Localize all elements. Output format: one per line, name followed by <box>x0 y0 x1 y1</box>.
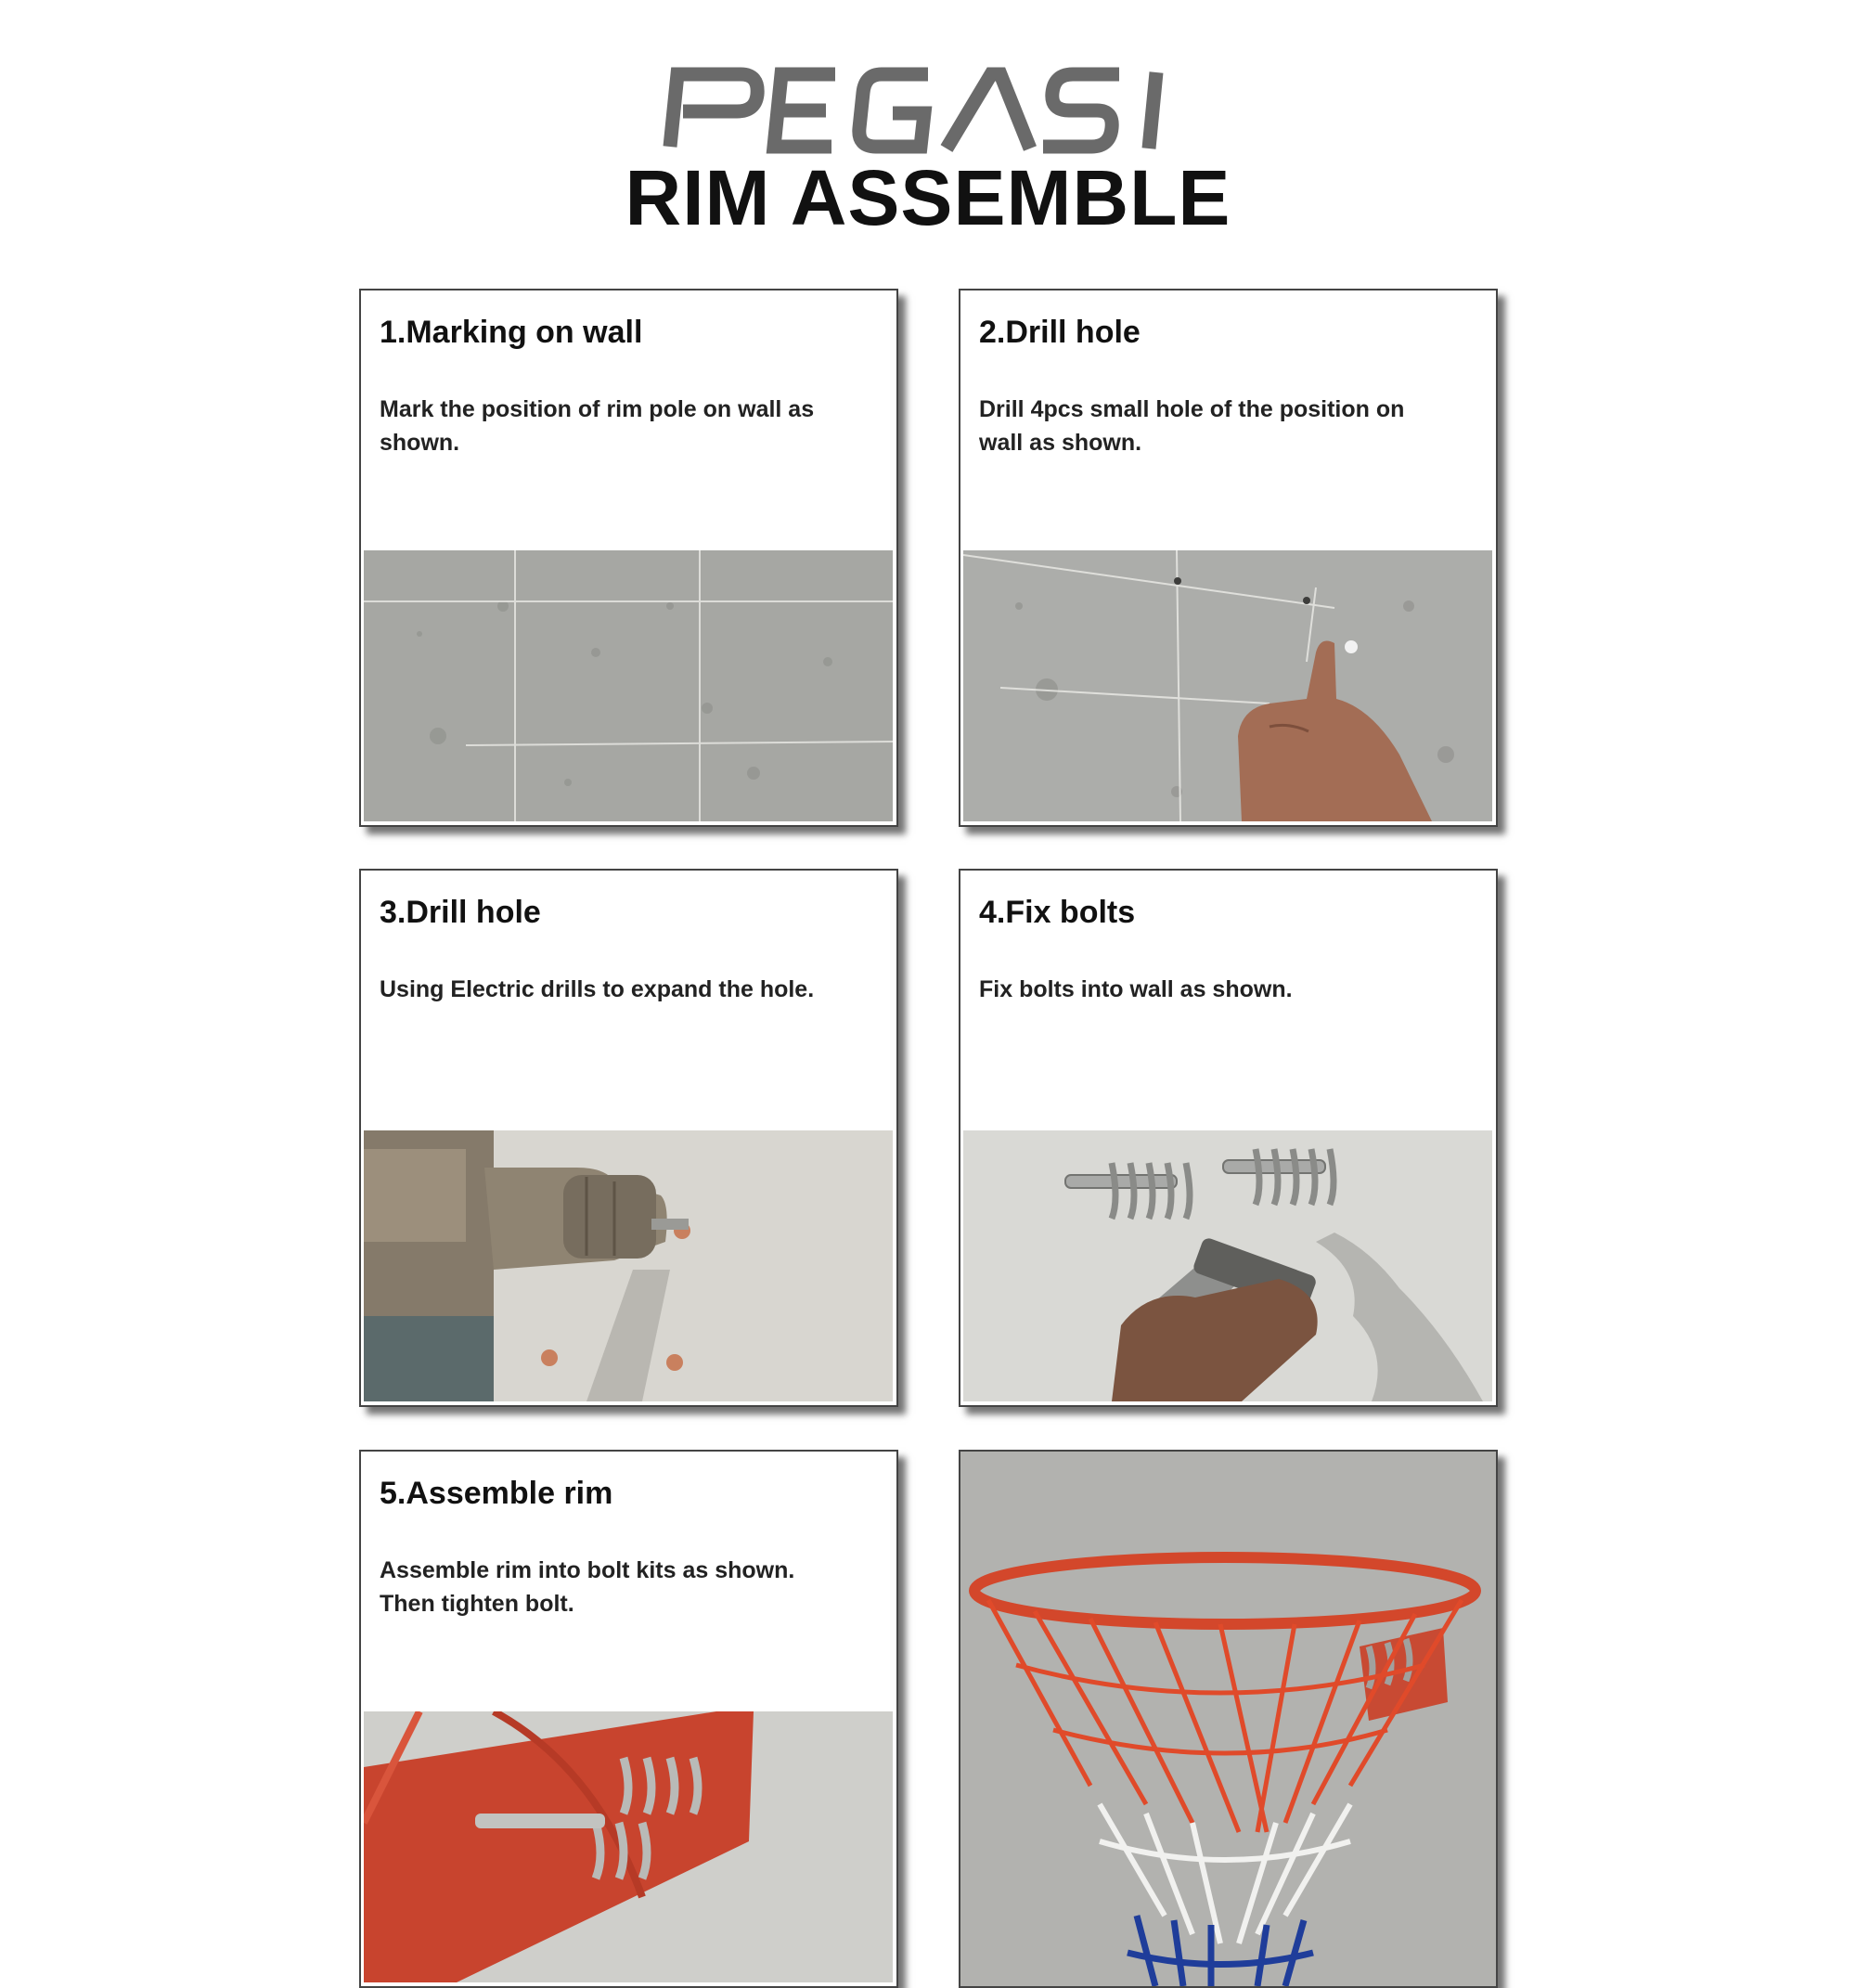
pegasi-logo <box>650 58 1206 160</box>
step-card-1 <box>359 289 898 827</box>
mounted-rim-net-photo <box>960 1452 1496 1986</box>
step-description: Mark the position of rim pole on wall as shown. <box>380 396 815 456</box>
step-card-3 <box>359 869 898 1407</box>
rim-bracket-photo <box>364 1711 893 1982</box>
step-heading: 2.Drill hole <box>979 315 1141 350</box>
step-description: Fix bolts into wall as shown. <box>979 976 1293 1002</box>
step-card-5 <box>359 1450 898 1988</box>
electric-drill-photo <box>364 1130 893 1401</box>
step-description: Using Electric drills to expand the hole. <box>380 976 815 1002</box>
step-heading: 1.Marking on wall <box>380 315 643 350</box>
step-description: Drill 4pcs small hole of the position on wall as shown. <box>979 396 1405 456</box>
marked-wall-photo <box>364 550 893 821</box>
step-description: Assemble rim into bolt kits as shown. Then tighten bolt. <box>380 1557 795 1617</box>
page-title: RIM ASSEMBLE <box>625 154 1231 241</box>
step-heading: 4.Fix bolts <box>979 895 1136 930</box>
hammer-bolts-photo <box>963 1130 1492 1401</box>
step-heading: 5.Assemble rim <box>380 1476 613 1511</box>
step-card-4 <box>959 869 1498 1407</box>
step-card-2 <box>959 289 1498 827</box>
final-photo-card <box>959 1450 1498 1988</box>
step-heading: 3.Drill hole <box>380 895 541 930</box>
hand-pointing-wall-photo <box>963 550 1492 821</box>
